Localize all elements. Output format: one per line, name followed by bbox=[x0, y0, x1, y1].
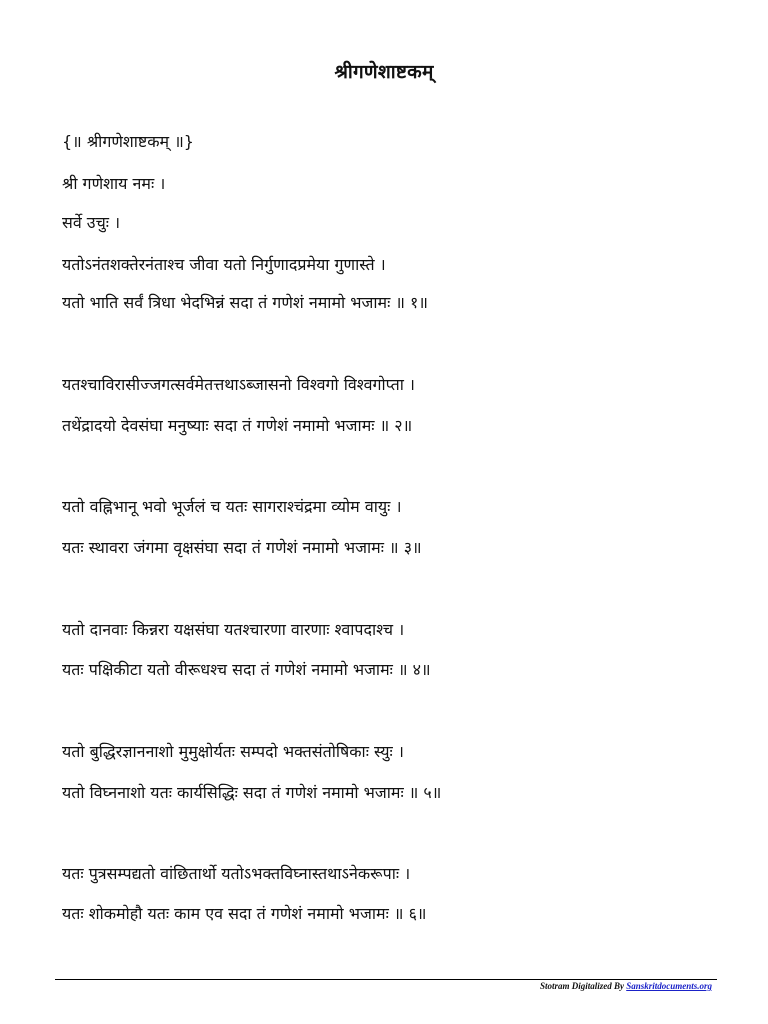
verse-3-line-2: यतः स्थावरा जंगमा वृक्षसंघा सदा तं गणेशं नमामो भजामः ॥ ३॥ bbox=[62, 538, 422, 557]
verse-3-line-1: यतो वह्निभानू भवो भूर्जलं च यतः सागराश्चंद्रमा व्योम वायुः । bbox=[62, 497, 402, 516]
verse-4-line-2: यतः पक्षिकीटा यतो वीरूधश्च सदा तं गणेशं नमामो भजामः ॥ ४॥ bbox=[62, 660, 431, 679]
verse-4-line-1: यतो दानवाः किन्नरा यक्षसंघा यतश्चारणा वारणाः श्वापदाश्च । bbox=[62, 620, 405, 639]
verse-2-line-2: तथेंद्रादयो देवसंघा मनुष्याः सदा तं गणेशं नमामो भजामः ॥ २॥ bbox=[62, 416, 413, 435]
verse-6-line-2: यतः शोकमोहौ यतः काम एव सदा तं गणेशं नमामो भजामः ॥ ६॥ bbox=[62, 904, 427, 923]
verse-5-line-1: यतो बुद्धिरज्ञाननाशो मुमुक्षोर्यतः सम्पदो भक्तसंतोषिकाः स्युः । bbox=[62, 742, 404, 761]
footer-divider bbox=[55, 979, 717, 980]
footer-prefix: Stotram Digitalized By bbox=[539, 981, 627, 991]
page-title: श्रीगणेशाष्टकम् bbox=[334, 61, 434, 83]
verse-6-line-1: यतः पुत्रसम्पद्यतो वांछितार्थो यतोऽभक्तविघ्नास्तथाऽनेकरूपाः । bbox=[62, 864, 411, 883]
verse-1-line-1: यतोऽनंतशक्तेरनंताश्च जीवा यतो निर्गुणादप्रमेया गुणास्ते । bbox=[62, 255, 386, 274]
footer-link[interactable]: Sanskritdocuments.org bbox=[626, 981, 712, 991]
heading-line: {॥ श्रीगणेशाष्टकम् ॥} bbox=[62, 132, 194, 151]
verse-5-line-2: यतो विघ्ननाशो यतः कार्यसिद्धिः सदा तं गणेशं नमामो भजामः ॥ ५॥ bbox=[62, 783, 442, 802]
verse-2-line-1: यतश्चाविरासीज्जगत्सर्वमेतत्तथाऽब्जासनो विश्वगो विश्वगोप्ता । bbox=[62, 375, 415, 394]
speaker-line: सर्वे उचुः । bbox=[62, 213, 121, 232]
footer-credit bbox=[540, 981, 712, 991]
invocation-line: श्री गणेशाय नमः । bbox=[62, 174, 166, 193]
verse-1-line-2: यतो भाति सर्वं त्रिधा भेदभिन्नं सदा तं गणेशं नमामो भजामः ॥ १॥ bbox=[62, 293, 428, 312]
